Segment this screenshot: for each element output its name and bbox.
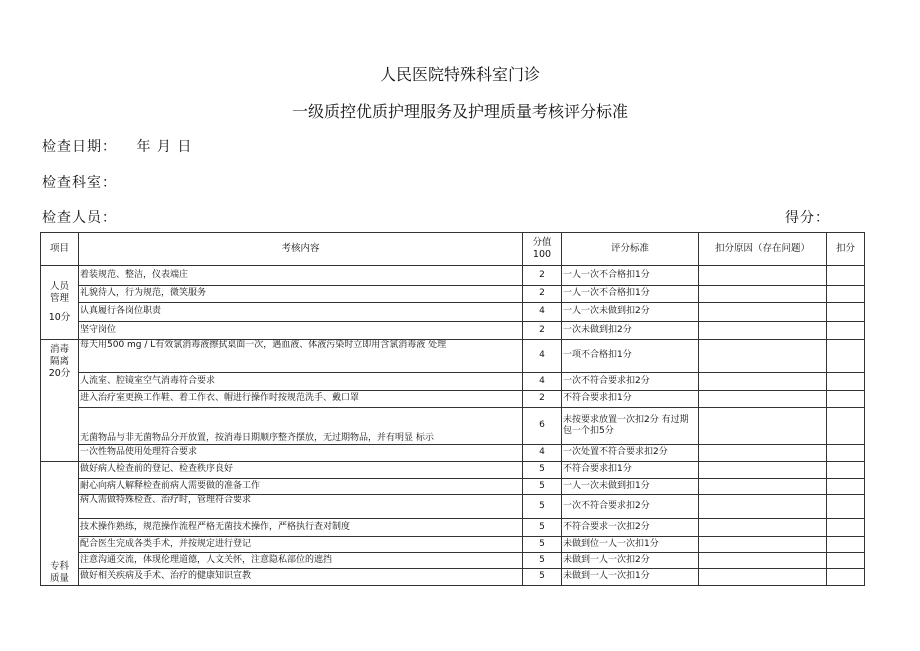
row-score: 4 (523, 445, 562, 462)
table-row (41, 303, 865, 322)
row-reason-cell[interactable] (699, 537, 827, 553)
row-reason-cell[interactable] (699, 408, 827, 445)
row-standard: 一人一次未做到扣2分 (562, 303, 699, 322)
row-score: 2 (523, 286, 562, 303)
row-reason-cell[interactable] (699, 553, 827, 569)
row-standard: 一人一次未做到扣1分 (562, 479, 699, 495)
header-item: 项目 (41, 233, 79, 266)
row-content: 人流室、腔镜室空气消毒符合要求 (79, 373, 523, 391)
row-content: 进入治疗室更换工作鞋、着工作衣、帽进行操作时按规范洗手、戴口罩 (79, 391, 523, 408)
row-content: 坚守岗位 (79, 322, 523, 340)
evaluation-table (40, 232, 865, 586)
row-deduct-cell[interactable] (827, 479, 865, 495)
row-standard: 一次不符合要求扣2分 (562, 495, 699, 519)
table-row (41, 537, 865, 553)
group-name-line3: 20分 (48, 367, 71, 379)
row-score: 5 (523, 537, 562, 553)
group-name-line2: 隔离 (49, 355, 69, 367)
row-deduct-cell[interactable] (827, 340, 865, 373)
group-name-line1: 专科 (49, 561, 69, 573)
table-row (41, 569, 865, 586)
table-row (41, 373, 865, 391)
check-dept-label: 检查科室： (42, 175, 117, 191)
row-score: 2 (523, 391, 562, 408)
table-row (41, 340, 865, 373)
header-reason: 扣分原因（存在问题） (699, 233, 827, 266)
row-reason-cell[interactable] (699, 391, 827, 408)
row-score: 5 (523, 495, 562, 519)
row-reason-cell[interactable] (699, 303, 827, 322)
group-name-line2: 质量 (49, 573, 69, 585)
row-standard: 不符合要求扣1分 (562, 462, 699, 479)
row-score: 4 (523, 373, 562, 391)
header-deduct: 扣分 (827, 233, 865, 266)
row-score: 5 (523, 462, 562, 479)
row-reason-cell[interactable] (699, 322, 827, 340)
row-score: 5 (523, 479, 562, 495)
table-row (41, 391, 865, 408)
row-reason-cell[interactable] (699, 266, 827, 286)
row-standard: 一项不合格扣1分 (562, 340, 699, 373)
table-row (41, 495, 865, 519)
header-standard: 评分标准 (562, 233, 699, 266)
row-score: 5 (523, 553, 562, 569)
row-deduct-cell[interactable] (827, 495, 865, 519)
header-content: 考核内容 (79, 233, 523, 266)
row-content: 技术操作熟练，规范操作流程严格无菌技术操作，严格执行查对制度 (79, 519, 523, 537)
row-deduct-cell[interactable] (827, 391, 865, 408)
row-deduct-cell[interactable] (827, 373, 865, 391)
row-score: 2 (523, 266, 562, 286)
row-deduct-cell[interactable] (827, 322, 865, 340)
check-date-label: 检查日期： (42, 139, 117, 155)
row-standard: 一次不符合要求扣2分 (562, 373, 699, 391)
row-deduct-cell[interactable] (827, 303, 865, 322)
row-content: 注意沟通交流，体现伦理道德，人文关怀，注意隐私部位的遮挡 (79, 553, 523, 569)
date-year: 年 (136, 139, 152, 155)
row-score: 6 (523, 408, 562, 445)
row-reason-cell[interactable] (699, 373, 827, 391)
row-content: 耐心向病人解释检查前病人需要做的准备工作 (79, 479, 523, 495)
row-deduct-cell[interactable] (827, 553, 865, 569)
row-deduct-cell[interactable] (827, 408, 865, 445)
row-deduct-cell[interactable] (827, 445, 865, 462)
row-score: 4 (523, 303, 562, 322)
group-disinfection-cell (41, 340, 79, 462)
row-deduct-cell[interactable] (827, 519, 865, 537)
table-header-row (41, 233, 865, 266)
row-content: 每天用500 mg / L有效氯消毒液擦拭桌面一次，遇血液、体液污染时立即用含氯消毒液 处理 (79, 340, 523, 373)
row-content: 做好病人检查前的登记、检查秩序良好 (79, 462, 523, 479)
row-content: 做好相关疾病及手术、治疗的健康知识宣教 (79, 569, 523, 586)
row-content: 无菌物品与非无菌物品分开放置，按消毒日期顺序整齐摆放，无过期物品，并有明显 标示 (79, 408, 523, 445)
row-reason-cell[interactable] (699, 495, 827, 519)
row-deduct-cell[interactable] (827, 266, 865, 286)
table-row (41, 286, 865, 303)
group-name-line3: 10分 (48, 312, 71, 324)
check-person-label: 检查人员： (42, 210, 117, 226)
row-content: 着装规范、整洁，仪表端庄 (79, 266, 523, 286)
row-content: 认真履行各岗位职责 (79, 303, 523, 322)
header-score (523, 233, 562, 266)
header-score-line2: 100 (532, 249, 552, 260)
row-content: 病人需做特殊检查、治疗时，管理符合要求 (79, 495, 523, 519)
table-row (41, 553, 865, 569)
row-standard: 一次处置不符合要求扣2分 (562, 445, 699, 462)
row-reason-cell[interactable] (699, 479, 827, 495)
score-label: 得分： (785, 210, 830, 226)
row-reason-cell[interactable] (699, 462, 827, 479)
row-deduct-cell[interactable] (827, 569, 865, 586)
row-standard: 未做到一人一次扣2分 (562, 553, 699, 569)
row-deduct-cell[interactable] (827, 286, 865, 303)
row-standard: 未按要求放置一次扣2分 有过期包一个扣5分 (562, 408, 699, 445)
group-name-line1: 人员 (49, 280, 69, 292)
check-date-line (42, 136, 192, 156)
row-score: 5 (523, 519, 562, 537)
row-content: 配合医生完成各类手术，并按规定进行登记 (79, 537, 523, 553)
row-deduct-cell[interactable] (827, 462, 865, 479)
row-reason-cell[interactable] (699, 569, 827, 586)
row-standard: 未做到一人一次扣1分 (562, 569, 699, 586)
row-reason-cell[interactable] (699, 519, 827, 537)
row-standard: 未做到位一人一次扣1分 (562, 537, 699, 553)
row-content: 礼貌待人，行为规范，微笑服务 (79, 286, 523, 303)
row-content: 一次性物品使用处理符合要求 (79, 445, 523, 462)
group-name-line2: 管理 (49, 292, 69, 304)
group-personnel-cell (41, 266, 79, 340)
group-name-line1: 消毒 (49, 344, 69, 355)
row-reason-cell[interactable] (699, 340, 827, 373)
table-row (41, 408, 865, 445)
table-row (41, 479, 865, 495)
group-specialty-cell (41, 462, 79, 586)
row-reason-cell[interactable] (699, 286, 827, 303)
date-month: 月 (156, 139, 172, 155)
document-subtitle: 一级质控优质护理服务及护理质量考核评分标准 (291, 102, 628, 121)
document-title: 人民医院特殊科室门诊 (379, 65, 540, 84)
row-standard: 不符合要求一次扣2分 (562, 519, 699, 537)
row-score: 2 (523, 322, 562, 340)
header-score-line1: 分值 (532, 237, 552, 249)
row-standard: 一人一次不合格扣1分 (562, 286, 699, 303)
row-standard: 一次未做到扣2分 (562, 322, 699, 340)
date-day: 日 (177, 139, 193, 155)
table-row (41, 445, 865, 462)
table-row (41, 519, 865, 537)
row-score: 5 (523, 569, 562, 586)
row-reason-cell[interactable] (699, 445, 827, 462)
row-standard: 一人一次不合格扣1分 (562, 266, 699, 286)
row-standard: 不符合要求扣1分 (562, 391, 699, 408)
table-row (41, 266, 865, 286)
table-row (41, 462, 865, 479)
table-row (41, 322, 865, 340)
row-score: 4 (523, 340, 562, 373)
row-deduct-cell[interactable] (827, 537, 865, 553)
